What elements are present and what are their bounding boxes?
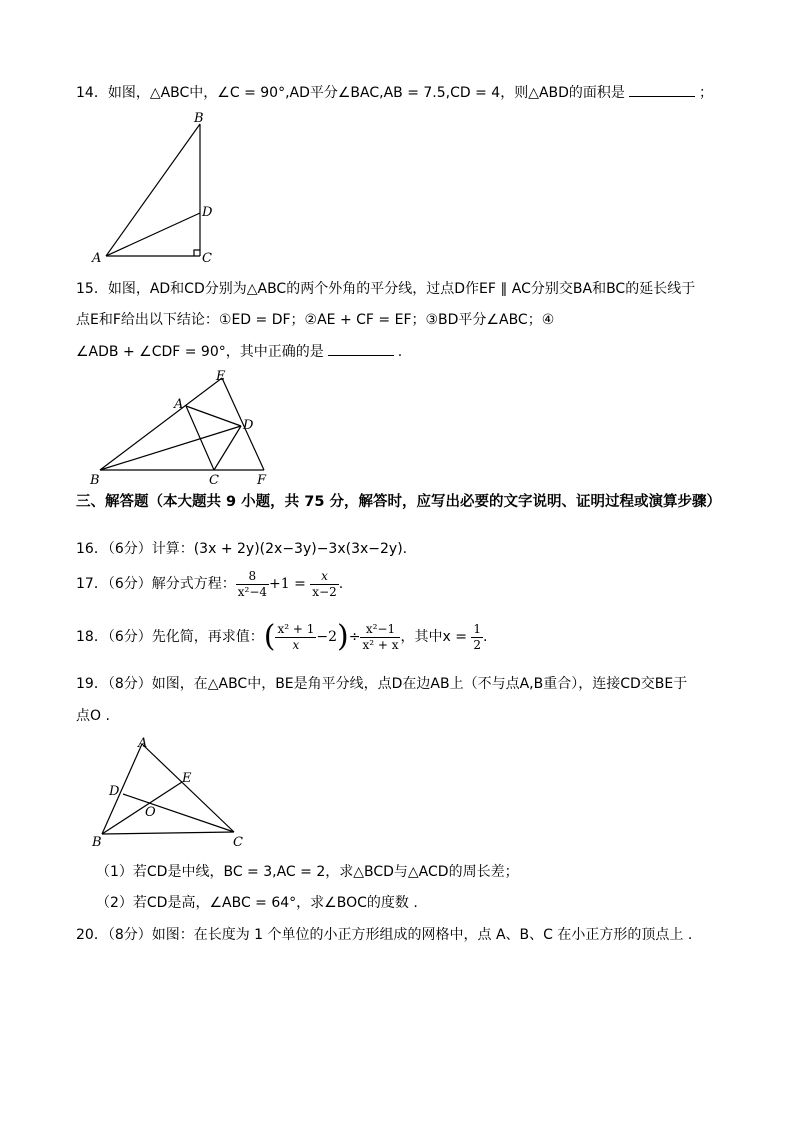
q17-middle: +1 = [269, 576, 306, 592]
q18-frac2-num: x²−1 [360, 622, 400, 638]
q15-label-e: E [216, 369, 226, 384]
q19-line2: 点O . [76, 708, 110, 724]
q15-segment-ad [186, 406, 241, 426]
q18-right-paren: ) [337, 619, 349, 654]
q19-line1: 19．（8分）如图，在△ABC中，BE是角平分线，点D在边AB上（不与点A,B重合），连接CD交BE于 [76, 676, 688, 692]
q17-suffix: . [338, 576, 344, 592]
section3-heading: 三、解答题（本大题共 9 小题，共 75 分，解答时，应写出必要的文字说明、证明过程或演算步骤） [76, 494, 721, 510]
q14-right-angle-mark [194, 250, 200, 256]
q14-label-c: C [202, 251, 212, 266]
q17-prefix: 17．（6分）解分式方程： [76, 576, 236, 592]
q14-answer-blank [629, 82, 695, 97]
q15-label-c: C [209, 473, 219, 488]
q17-frac1-num: 8 [236, 569, 269, 585]
q14-label-a: A [92, 251, 102, 266]
q17-frac1-den: x²−4 [237, 584, 268, 599]
q19-part2: （2）若CD是高，∠ABC = 64°，求∠BOC的度数 . [96, 895, 418, 911]
q15-line3 [76, 341, 402, 362]
q19-segment-ac [142, 744, 234, 832]
q14-segment-ab [106, 124, 200, 256]
q15-segment-bd [100, 426, 241, 470]
q18-text [76, 618, 488, 656]
q18-prefix: 18．（6分）先化简，再求值： [76, 629, 264, 645]
q18-fraction-1 [275, 622, 316, 653]
q18-fraction-2 [360, 622, 400, 653]
q16-text: 16．（6分）计算：(3x + 2y)(2x−3y)−3x(3x−2y). [76, 541, 408, 557]
q18-left-paren: ( [263, 619, 276, 654]
q19-segment-cd [123, 794, 234, 832]
q15-line2: 点E和F给出以下结论：①ED = DF；②AE + CF = EF；③BD平分∠ABC；④ [76, 312, 555, 328]
q18-val-den: 2 [473, 637, 482, 652]
q17-fraction-2 [310, 569, 338, 600]
q15-answer-blank [328, 341, 394, 356]
q19-label-a: A [138, 736, 148, 751]
q15-figure [90, 366, 290, 486]
q14-text [76, 82, 713, 103]
q18-div: ÷ [348, 629, 361, 645]
q14-figure [90, 110, 230, 270]
q19-label-c: C [233, 835, 243, 850]
q17-frac2-den: x−2 [312, 584, 337, 599]
q14-stem: 14．如图，△ABC中，∠C = 90°,AD平分∠BAC,AB = 7.5,CD = 4，则△ABD的面积是 [76, 85, 625, 101]
q20-text: 20．（8分）如图：在长度为 1 个单位的小正方形组成的网格中，点 A、B、C 在小正方形的顶点上 . [76, 927, 693, 943]
q15-label-d: D [243, 418, 254, 433]
q18-suffix: . [483, 629, 488, 645]
q17-fraction-1 [236, 569, 269, 600]
q18-frac2-den: x² + x [362, 637, 399, 652]
q17-text [76, 566, 343, 602]
q18-minus2: −2 [316, 629, 337, 645]
q18-frac1-num: x² + 1 [277, 621, 315, 636]
q19-label-d: D [109, 784, 120, 799]
q15-segment-be [100, 378, 222, 470]
q18-frac1-den: x [292, 637, 300, 652]
q15-line3-tail: . [397, 344, 403, 360]
q15-label-a: A [174, 397, 184, 412]
q15-segment-ac [186, 406, 214, 470]
q15-line1: 15．如图，AD和CD分别为△ABC的两个外角的平分线，过点D作EF ∥ AC分别交BA和BC的延长线于 [76, 281, 696, 297]
q14-label-d: D [202, 205, 213, 220]
q18-value-fraction [471, 622, 483, 653]
q14-tail: ； [698, 85, 713, 101]
q17-frac2-num: x [310, 569, 338, 585]
q18-val-num: 1 [473, 621, 482, 636]
q14-label-b: B [194, 111, 204, 126]
q14-segment-ad [106, 213, 200, 256]
q19-label-b: B [92, 835, 102, 850]
q15-label-f: F [257, 473, 267, 488]
q18-where: ，其中x = [400, 629, 467, 645]
q19-label-o: O [145, 805, 156, 820]
q19-segment-bc [102, 832, 234, 834]
q15-line3-text: ∠ADB + ∠CDF = 90°，其中正确的是 [76, 344, 324, 360]
q19-part1: （1）若CD是中线，BC = 3,AC = 2，求△BCD与△ACD的周长差； [96, 864, 519, 880]
q19-figure [90, 734, 260, 854]
q19-label-e: E [182, 771, 192, 786]
q15-label-b: B [90, 473, 100, 488]
